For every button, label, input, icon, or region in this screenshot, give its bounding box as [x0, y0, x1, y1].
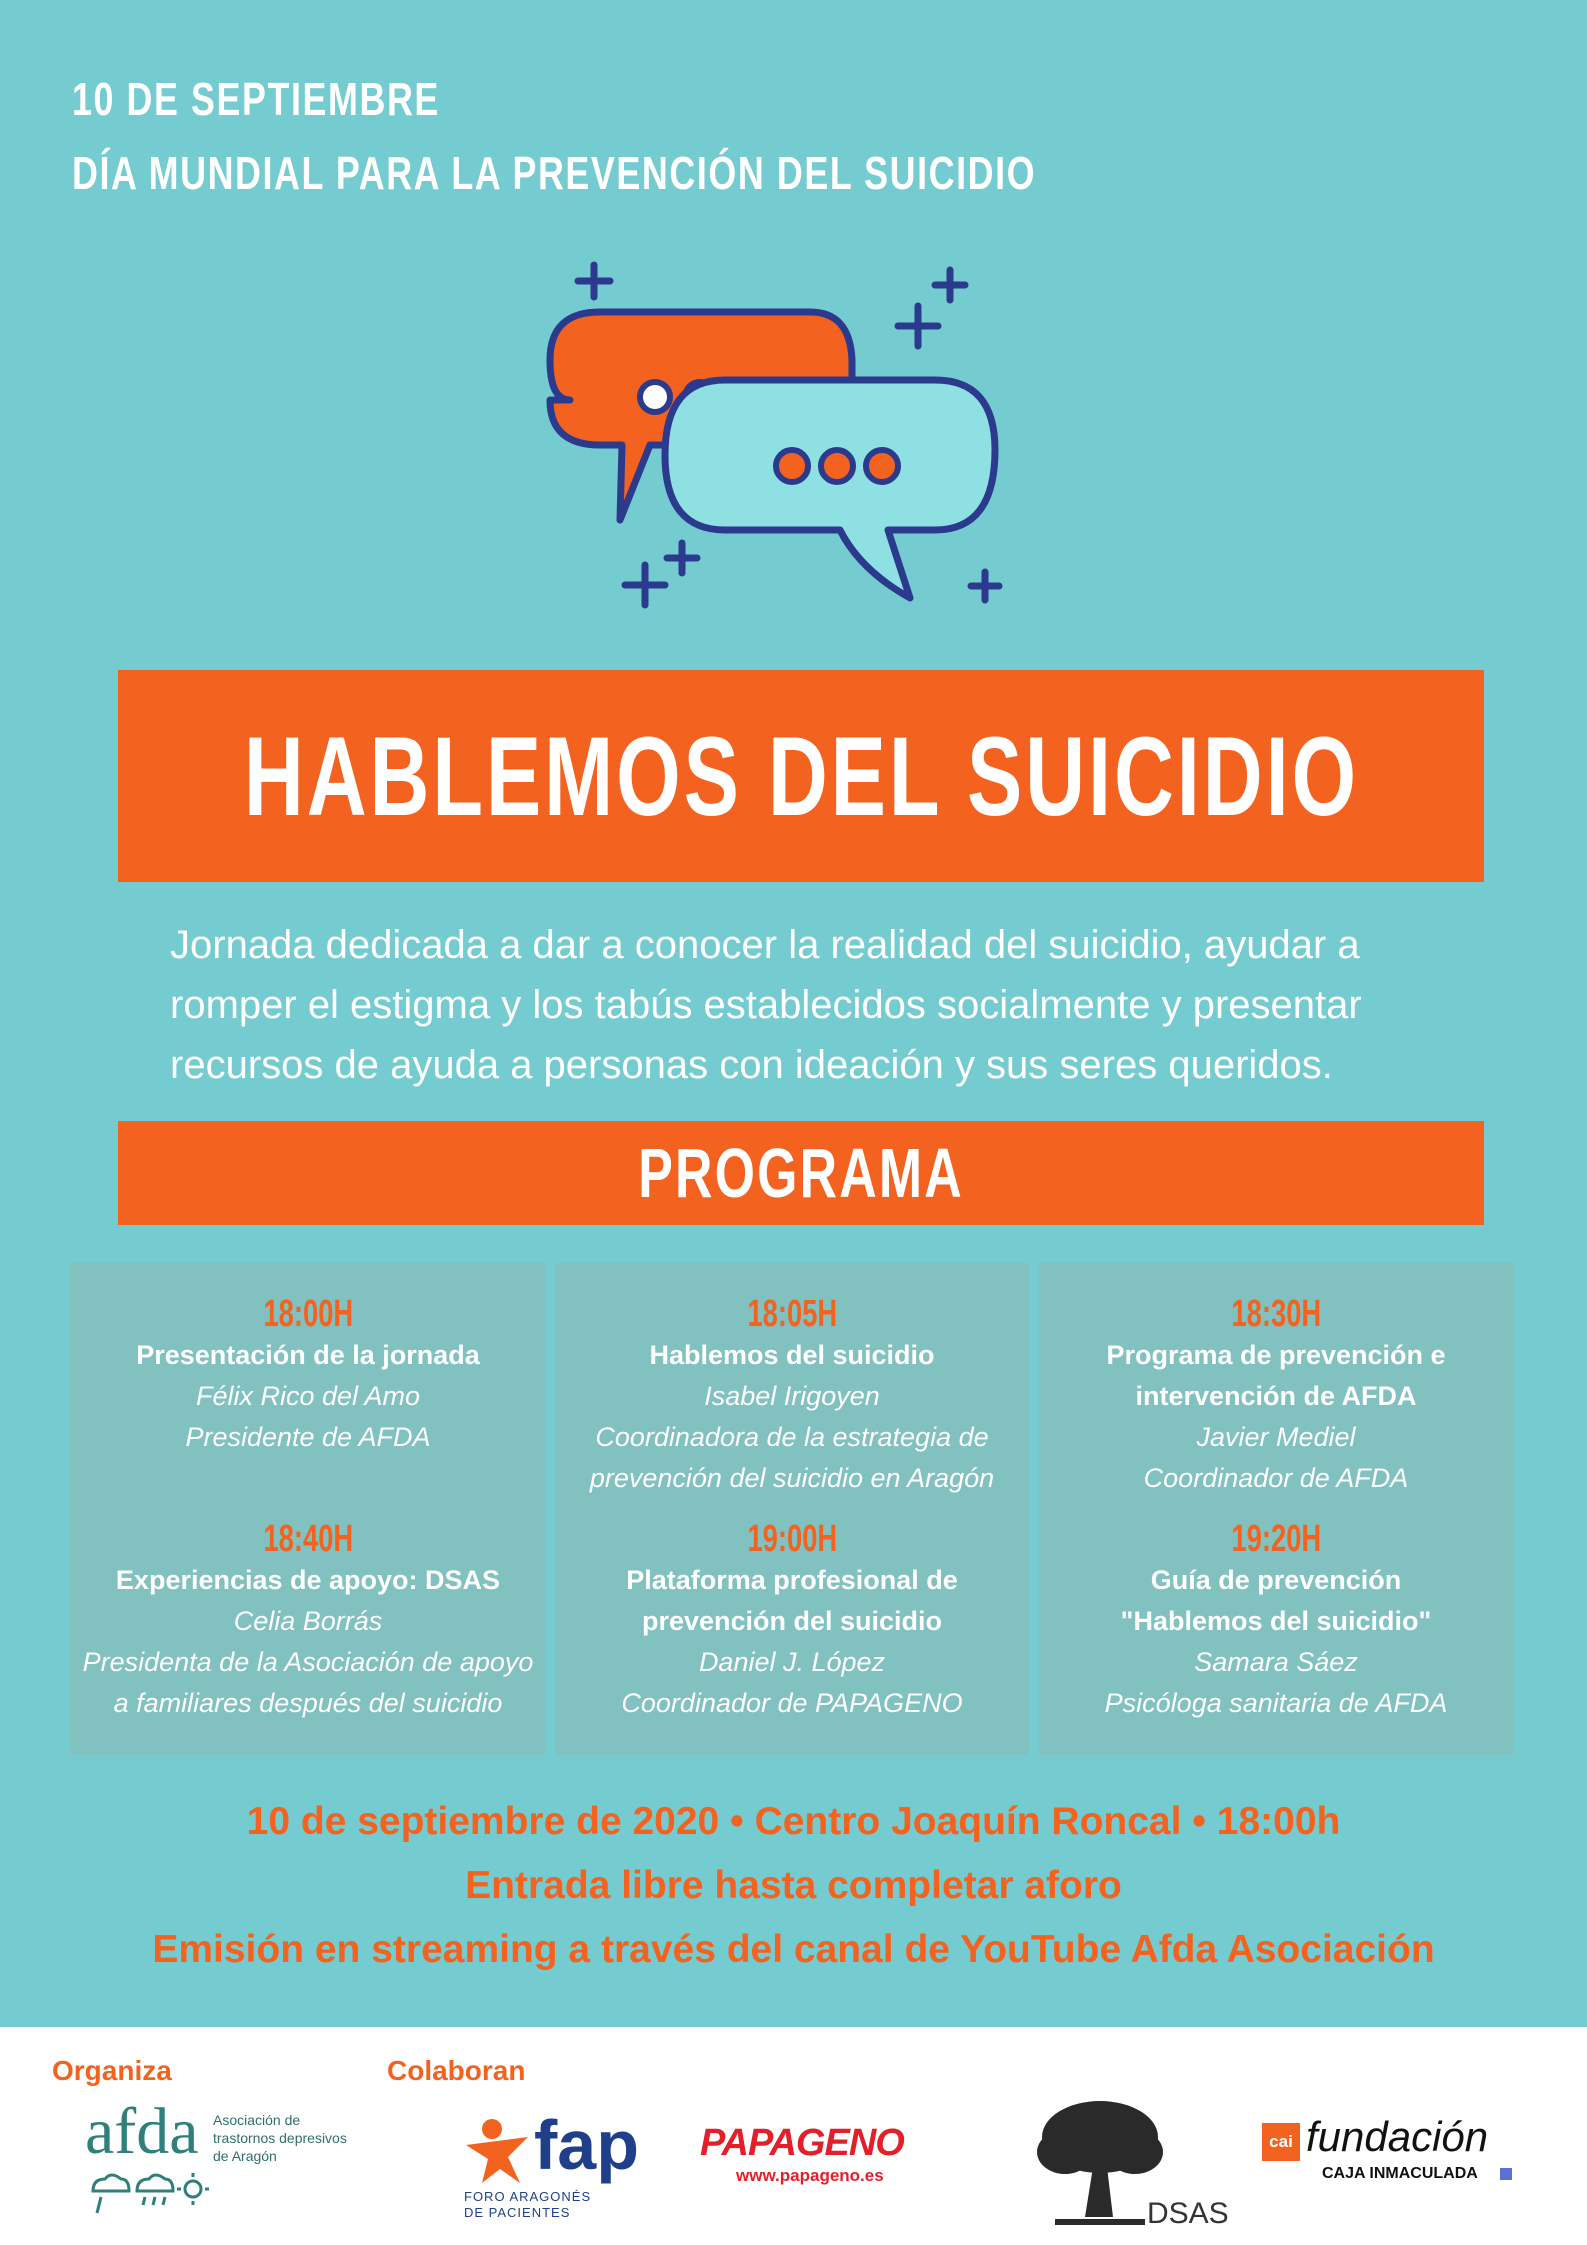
program-speaker: Daniel J. López — [698, 1647, 886, 1677]
afda-logo — [85, 2097, 365, 2227]
afda-wordmark: afda — [85, 2095, 199, 2168]
program-role: a familiares después del suicidio — [113, 1688, 503, 1718]
organiza-label: Organiza — [52, 2055, 172, 2086]
program-talk: "Hablemos del suicidio" — [1120, 1606, 1432, 1636]
program-talk: Guía de prevención — [1150, 1565, 1402, 1595]
header-day-title: DÍA MUNDIAL PARA LA PREVENCIÓN DEL SUICIDIO — [72, 147, 1037, 199]
program-role: prevención del suicidio en Aragón — [589, 1463, 995, 1493]
programa-heading: PROGRAMA — [638, 1134, 964, 1212]
fap-description — [464, 2189, 591, 2221]
program-talk: Hablemos del suicidio — [649, 1340, 935, 1370]
fap-desc-line: DE PACIENTES — [464, 2205, 571, 2220]
program-item — [1039, 1293, 1513, 1499]
program-talk: intervención de AFDA — [1135, 1381, 1417, 1411]
fundacion-cai-logo — [1262, 2113, 1522, 2189]
program-speaker: Javier Mediel — [1196, 1422, 1356, 1452]
program-item — [70, 1293, 546, 1458]
dsas-logo — [1035, 2097, 1229, 2242]
program-talk: Programa de prevención e — [1106, 1340, 1446, 1370]
dsas-wordmark: DSAS — [1147, 2197, 1229, 2230]
header-date: 10 DE SEPTIEMBRE — [72, 73, 440, 125]
fundacion-wordmark: fundación — [1306, 2113, 1489, 2160]
fundacion-subtitle: CAJA INMACULADA — [1322, 2165, 1478, 2182]
program-role: Psicóloga sanitaria de AFDA — [1104, 1688, 1448, 1718]
program-role: Coordinador de PAPAGENO — [621, 1688, 963, 1718]
afda-desc-line: trastornos depresivos — [213, 2130, 347, 2146]
program-time: 19:00H — [747, 1518, 837, 1560]
program-role: Coordinadora de la estrategia de — [595, 1422, 989, 1452]
program-talk: prevención del suicidio — [641, 1606, 943, 1636]
program-role: Coordinador de AFDA — [1143, 1463, 1409, 1493]
program-item — [1039, 1518, 1513, 1724]
intro-paragraph: Jornada dedicada a dar a conocer la realidad del suicidio, ayudar a romper el estigma y los tabús establecidos socialmente y presentar recursos de ayuda a personas con ideación y sus seres queridos. — [170, 923, 1362, 1087]
papageno-url: www.papageno.es — [736, 2166, 884, 2185]
program-talk: Presentación de la jornada — [136, 1340, 480, 1370]
program-speaker: Isabel Irigoyen — [704, 1381, 880, 1411]
program-time: 18:00H — [263, 1293, 353, 1335]
event-date-location: 10 de septiembre de 2020 • Centro Joaquín Roncal • 18:00h — [246, 1800, 1341, 1843]
program-time: 18:05H — [747, 1293, 837, 1335]
chat-bubbles-illustration — [530, 250, 1010, 640]
programa-banner — [118, 1121, 1484, 1225]
papageno-logo — [700, 2122, 980, 2192]
afda-desc-line: de Aragón — [213, 2148, 277, 2164]
colaboran-label: Colaboran — [387, 2055, 526, 2086]
program-item — [555, 1518, 1029, 1724]
program-time: 18:40H — [263, 1518, 353, 1560]
fap-figure-icon — [462, 2117, 532, 2187]
weather-icons — [89, 2169, 209, 2219]
program-speaker: Félix Rico del Amo — [195, 1381, 421, 1411]
tree-icon — [1035, 2097, 1165, 2227]
afda-description — [213, 2111, 347, 2165]
program-talk: Experiencias de apoyo: DSAS — [115, 1565, 501, 1595]
event-entry-info: Entrada libre hasta completar aforo — [465, 1864, 1122, 1907]
fap-logo — [462, 2106, 672, 2227]
program-speaker: Samara Sáez — [1194, 1647, 1358, 1677]
title-banner — [118, 670, 1484, 882]
blue-square-icon — [1500, 2168, 1512, 2180]
fap-desc-line: FORO ARAGONÉS — [464, 2189, 592, 2204]
program-column — [1039, 1263, 1513, 1755]
program-column — [555, 1263, 1029, 1755]
papageno-wordmark: PAPAGENO — [700, 2122, 904, 2164]
program-time: 19:20H — [1231, 1518, 1321, 1560]
program-talk: Plataforma profesional de — [626, 1565, 958, 1595]
blue-speech-bubble — [665, 380, 995, 598]
fap-wordmark: fap — [534, 2106, 639, 2184]
program-time: 18:30H — [1231, 1293, 1321, 1335]
program-speaker: Celia Borrás — [233, 1606, 383, 1636]
sponsors-footer — [0, 2027, 1587, 2245]
afda-desc-line: Asociación de — [213, 2112, 301, 2128]
cai-badge: cai — [1262, 2123, 1300, 2161]
program-item — [555, 1293, 1029, 1499]
main-title: HABLEMOS DEL SUICIDIO — [243, 713, 1359, 839]
program-role: Presidente de AFDA — [185, 1422, 431, 1452]
program-role: Presidenta de la Asociación de apoyo — [82, 1647, 534, 1677]
program-column — [70, 1263, 546, 1755]
program-item — [70, 1518, 546, 1724]
event-streaming-info: Emisión en streaming a través del canal de YouTube Afda Asociación — [152, 1928, 1435, 1971]
